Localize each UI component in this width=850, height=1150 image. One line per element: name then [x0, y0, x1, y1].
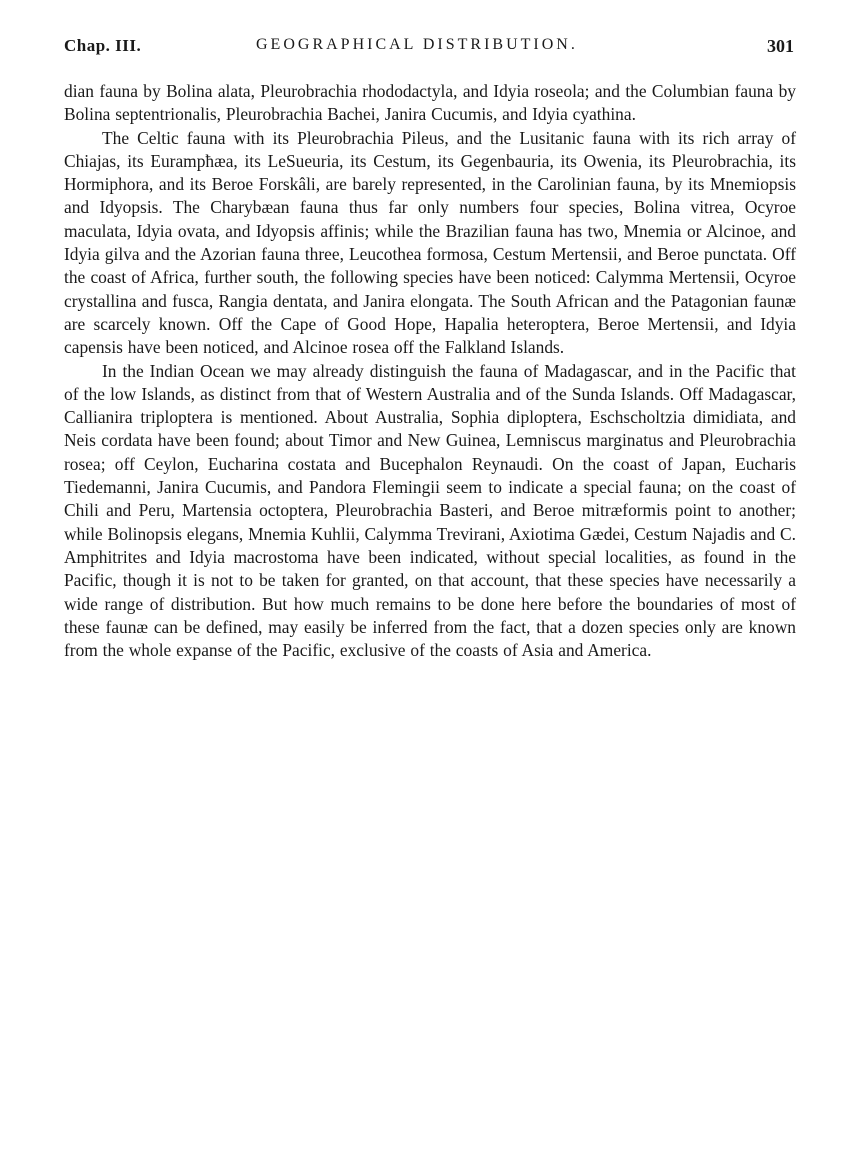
paragraph-continuation: dian fauna by Bolina alata, Pleurobrachia rhododactyla, and Idyia roseola; and the Columbian fauna by Bolina septentrionalis, Pleurobrachia Bachei, Janira Cucumis, and Idyia cyathina. [64, 81, 796, 125]
paragraph-celtic-fauna: The Celtic fauna with its Pleurobrachia Pileus, and the Lusitanic fauna with its rich array of Chiajas, its Eurampħæa, its LeSueuria, its Cestum, its Gegenbauria, its Owenia, its Pleurobrachia, its Hormiphora, and its Beroe Forskâli, are barely represented, in the Carolinian fauna, by its Mnemiopsis and Idyopsis. The Charybæan fauna thus far only numbers four species, Bolina vitrea, Ocyroe maculata, Idyia ovata, and Idyopsis affinis; while the Brazilian fauna has two, Mnemia or Alcinoe, and Idyia gilva and the Azorian fauna three, Leucothea formosa, Cestum Mertensii, and Beroe punctata. Off the coast of Africa, further south, the following species have been noticed: Calymma Mertensii, Ocyroe crystallina and fusca, Rangia dentata, and Janira elongata. The South African and the Patagonian faunæ are scarcely known. Off the Cape of Good Hope, Hapalia heteroptera, Beroe Mertensii, and Idyia capensis have been noticed, and Alcinoe rosea off the Falkland Islands. [64, 127, 796, 358]
running-title: GEOGRAPHICAL DISTRIBUTION. [256, 36, 578, 53]
chapter-label: Chap. III. [64, 36, 142, 55]
paragraph-indian-ocean: In the Indian Ocean we may already distinguish the fauna of Madagascar, and in the Pacific that of the low Islands, as distinct from that of Western Australia and of the Sunda Islands. Off Madagascar, Callianira triploptera is mentioned. About Australia, Sophia diploptera, Eschscholtzia dimidiata, and Neis cordata have been found; about Timor and New Guinea, Lemniscus marginatus and Pleurobrachia rosea; off Ceylon, Eucharina costata and Bucephalon Reynaudi. On the coast of Japan, Eucharis Tiedemanni, Janira Cucumis, and Pandora Flemingii seem to indicate a special fauna; on the coast of Chili and Peru, Martensia octoptera, Pleurobrachia Basteri, and Beroe mitræformis point to another; while Bolinopsis elegans, Mnemia Kuhlii, Calymma Trevirani, Axiotima Gædei, Cestum Najadis and C. Amphitrites and Idyia macrostoma have been indicated, without special localities, as found in the Pacific, though it is not to be taken for granted, on that account, that these species have necessarily a wide range of distribution. But how much remains to be done here before the boundaries of most of these faunæ can be defined, may easily be inferred from the fact, that a dozen species only are known from the whole expanse of the Pacific, exclusive of the coasts of Asia and America. [64, 360, 796, 661]
body-text [64, 80, 796, 662]
running-head [64, 36, 794, 60]
page-number: 301 [767, 36, 794, 56]
